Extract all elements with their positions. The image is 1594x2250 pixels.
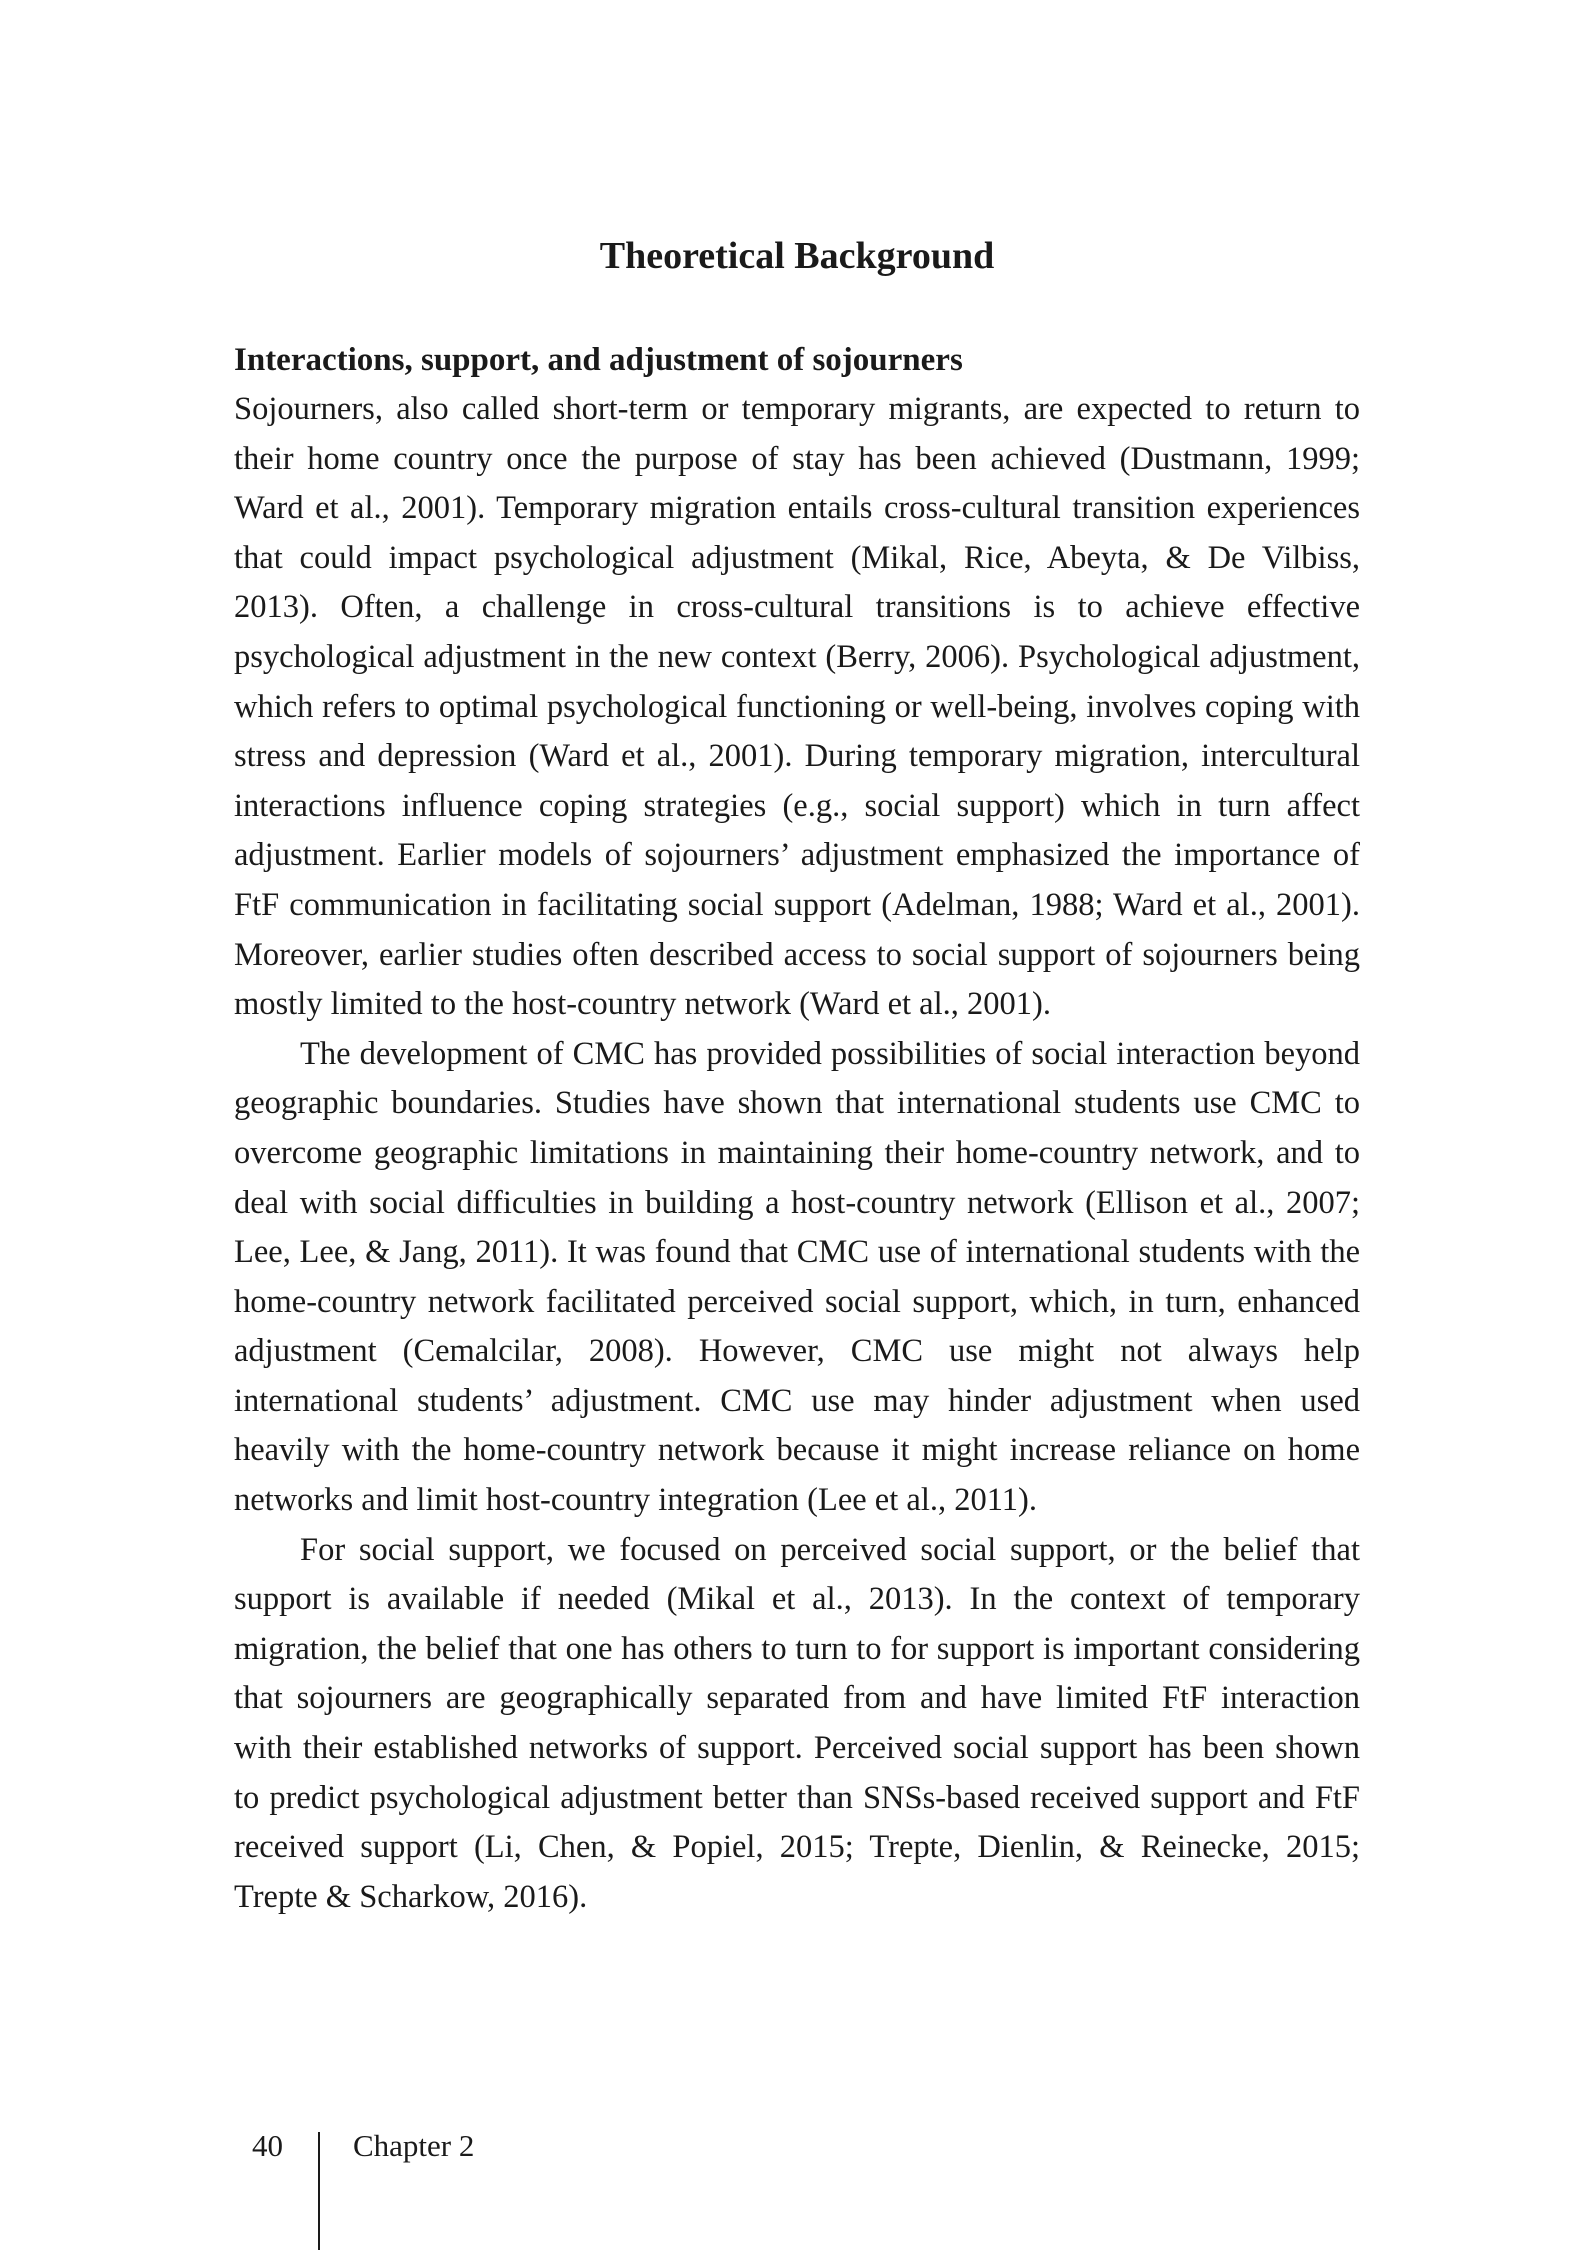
body-text: [234, 335, 1360, 1922]
page-title: Theoretical Background: [599, 235, 995, 277]
paragraph-2: The development of CMC has provided possibilities of social interaction beyond geographic boundaries. Studies have shown that international students use CMC to overcome geographic limitations in maintaining their home-country network, and to deal with social difficulties in building a host-country network (Ellison et al., 2007; Lee, Lee, & Jang, 2011). It was found that CMC use of international students with the home-country network facilitated perceived social support, which, in turn, enhanced adjustment (Cemalcilar, 2008). However, CMC use might not always help international students’ adjustment. CMC use may hinder adjustment when used heavily with the home-country network because it might increase reliance on home networks and limit host-country integration (Lee et al., 2011).: [234, 1035, 1360, 1519]
paragraph-3: For social support, we focused on perceived social support, or the belief that support is available if needed (Mikal et al., 2013). In the context of temporary migration, the belief that one has others to turn to for support is important considering that sojourners are geographically separated from and have limited FtF interaction with their established networks of support. Perceived social support has been shown to predict psychological adjustment better than SNSs-based received support and FtF received support (Li, Chen, & Popiel, 2015; Trepte, Dienlin, & Reinecke, 2015; Trepte & Scharkow, 2016).: [234, 1531, 1360, 1915]
chapter-label: Chapter 2: [353, 2128, 475, 2163]
page-number: 40: [252, 2128, 283, 2163]
section-heading: Interactions, support, and adjustment of sojourners: [234, 342, 963, 378]
paragraph-1: Sojourners, also called short-term or temporary migrants, are expected to return to their home country once the purpose of stay has been achieved (Dustmann, 1999; Ward et al., 2001). Temporary migration entails cross-cultural transition experiences that could impact psychological adjustment (Mikal, Rice, Abeyta, & De Vilbiss, 2013). Often, a challenge in cross-cultural transitions is to achieve effective psychological adjustment in the new context (Berry, 2006). Psychological adjustment, which refers to optimal psychological functioning or well-being, involves coping with stress and depression (Ward et al., 2001). During temporary migration, intercultural interactions influence coping strategies (e.g., social support) which in turn affect adjustment. Earlier models of sojourners’ adjustment emphasized the importance of FtF communication in facilitating social support (Adelman, 1988; Ward et al., 2001). Moreover, earlier studies often described access to social support of sojourners being mostly limited to the host-country network (Ward et al., 2001).: [234, 391, 1360, 1023]
footer-divider: [318, 2132, 320, 2250]
page-footer: [0, 2122, 1594, 2250]
